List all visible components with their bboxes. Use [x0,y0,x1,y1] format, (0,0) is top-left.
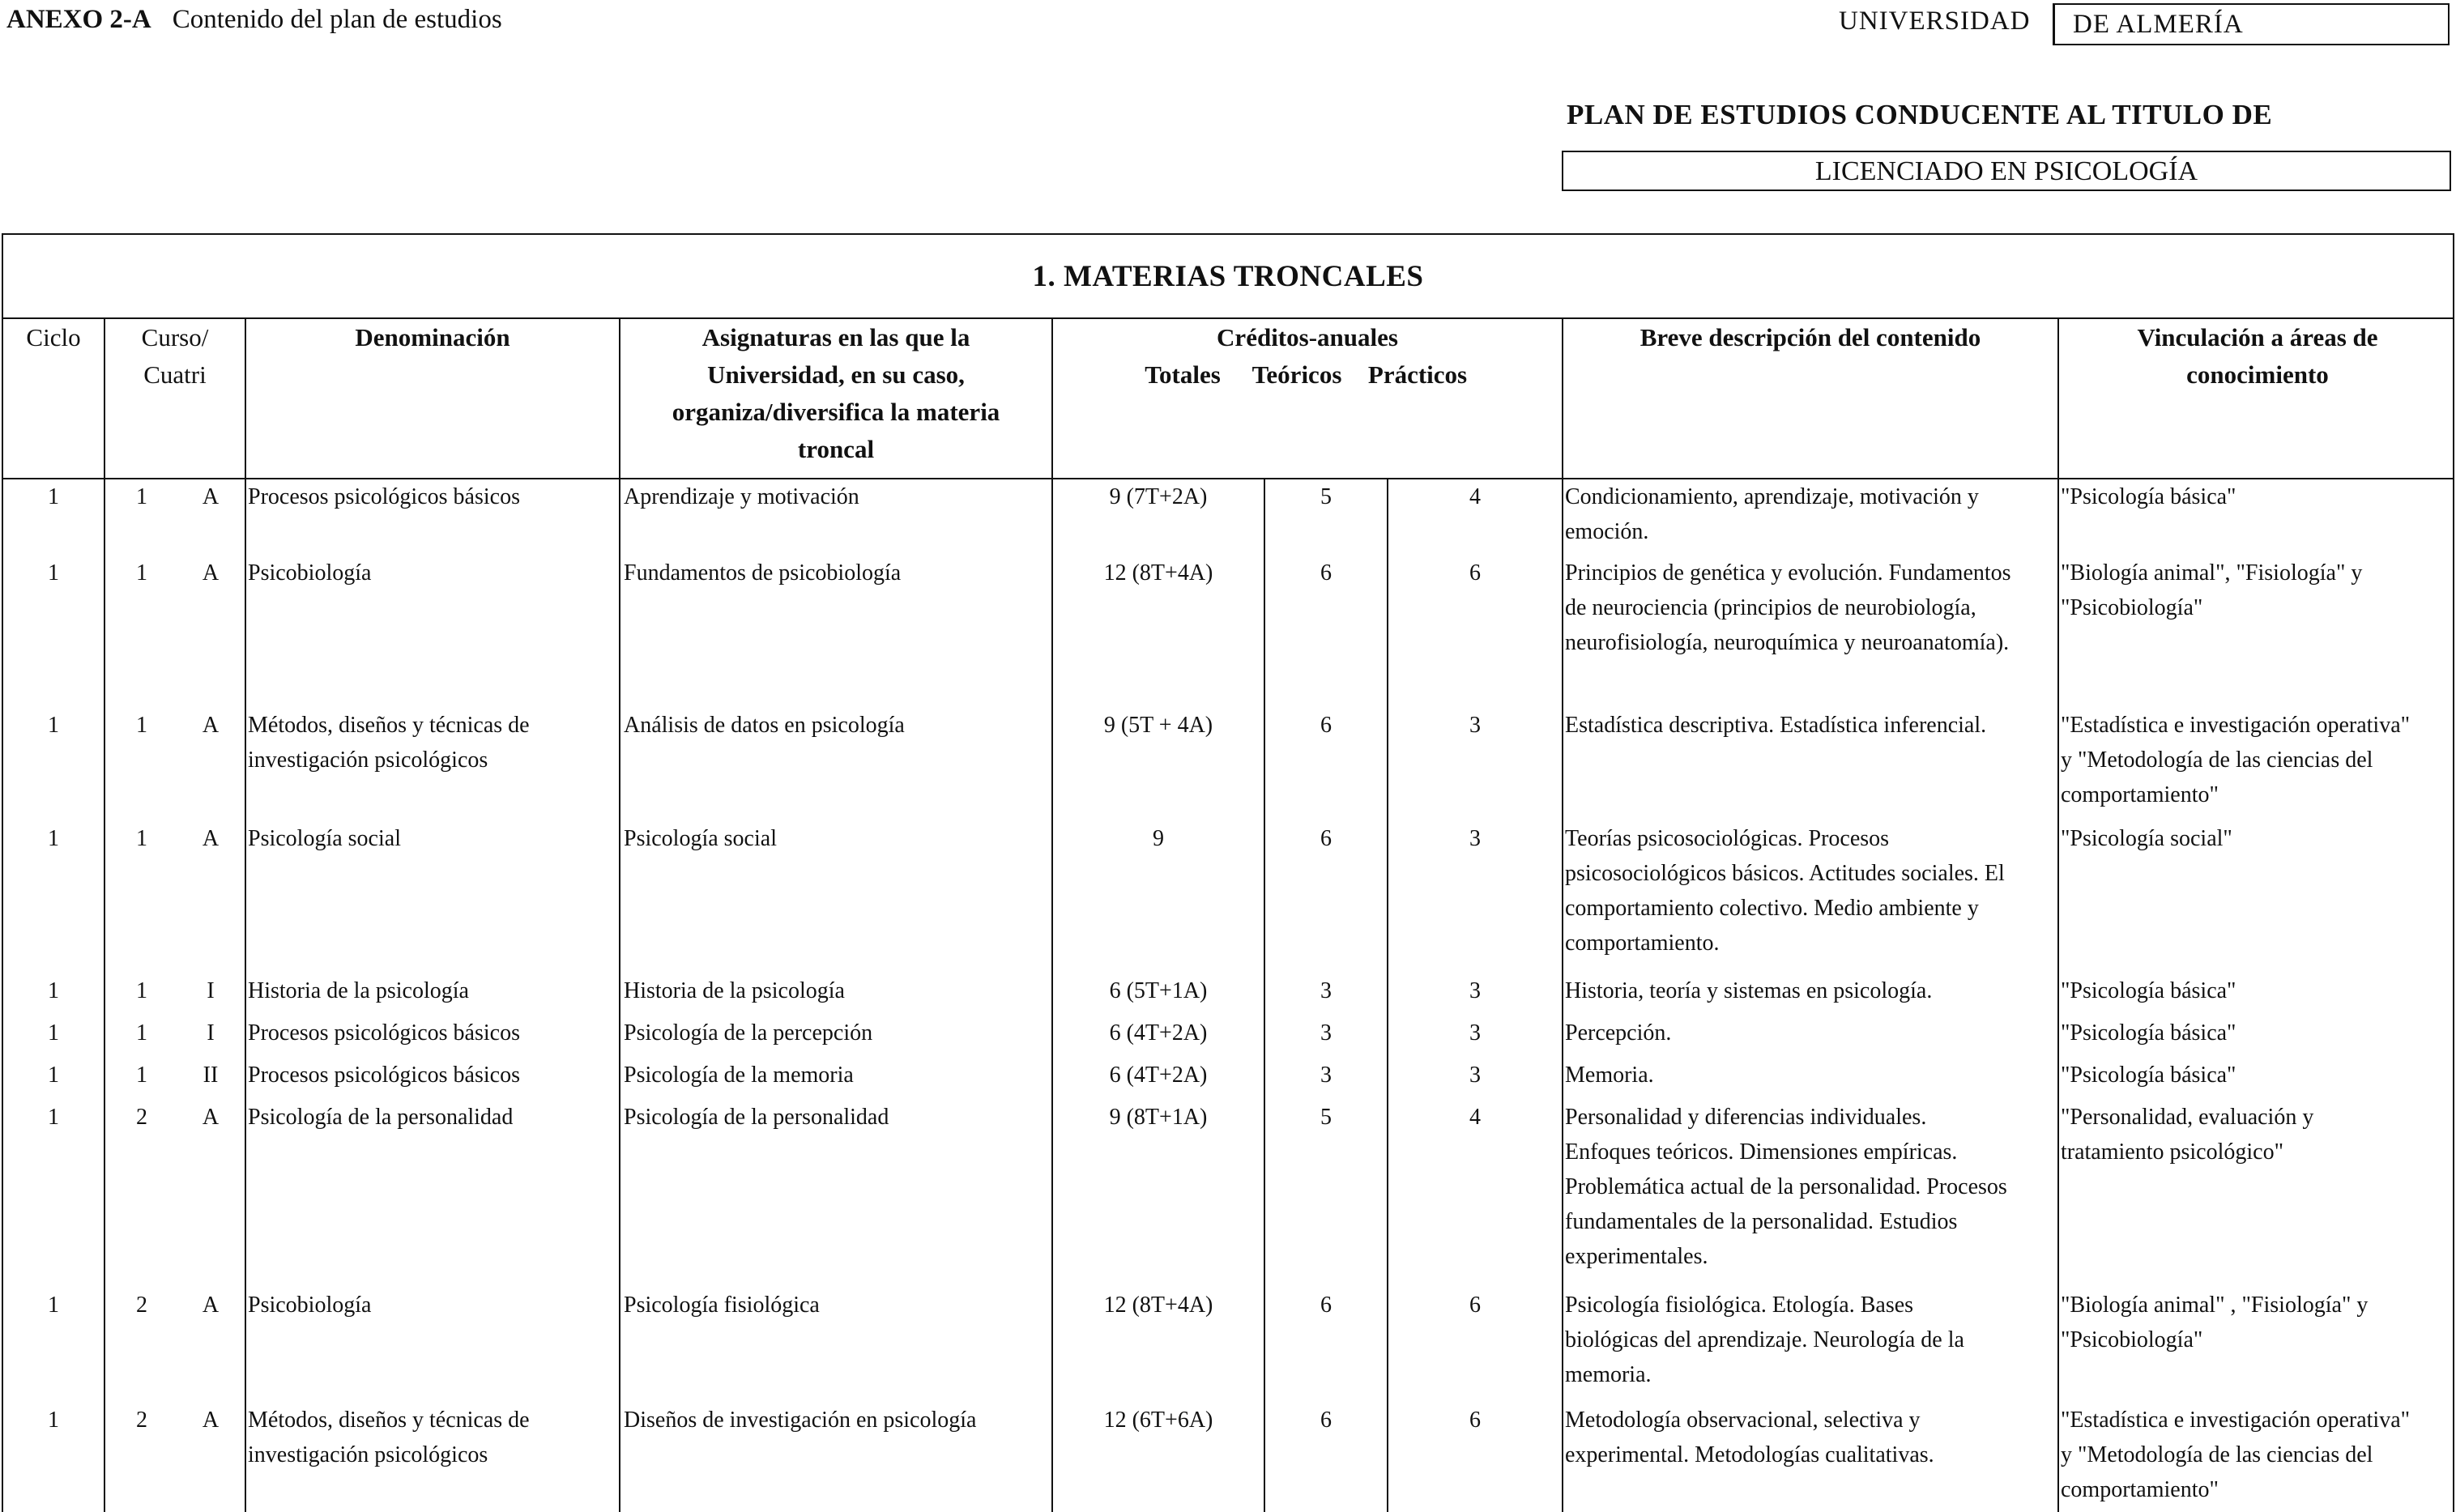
cell-curso: 1 [136,1020,147,1046]
cell-ciclo: 1 [48,713,59,738]
cell-vinculacion: "Estadística e investigación operativa" y "Metodología de las ciencias del comportamiento" [2061,713,2411,807]
cell-asignatura: Historia de la psicología [624,978,845,1003]
plan-title: PLAN DE ESTUDIOS CONDUCENTE AL TITULO DE [1567,99,2273,130]
cell-ciclo: 1 [48,1020,59,1046]
cell-practicos: 6 [1469,1408,1481,1433]
col-header-curso: Curso/ Cuatri [141,323,209,389]
cell-teoricos: 6 [1320,1408,1332,1433]
cell-cuatri: A [202,713,220,738]
cell-curso: 2 [136,1293,147,1318]
cell-totales: 9 (8T+1A) [1109,1105,1208,1130]
cell-vinculacion: "Psicología básica" [2061,1063,2236,1088]
cell-descripcion: Percepción. [1565,1020,1672,1046]
cell-cuatri: A [202,560,220,586]
cell-teoricos: 3 [1320,1063,1332,1088]
cell-asignatura: Psicología de la personalidad [624,1105,889,1130]
cell-descripcion: Estadística descriptiva. Estadística inferencial. [1565,713,1987,738]
cell-practicos: 3 [1469,1063,1481,1088]
cell-practicos: 4 [1469,484,1481,509]
cell-denominacion: Métodos, diseños y técnicas de investigación psicológicos [248,713,530,773]
cell-teoricos: 5 [1320,1105,1332,1130]
col-header-teoricos: Teóricos [1251,360,1342,389]
cell-totales: 6 (4T+2A) [1109,1020,1208,1046]
cell-practicos: 3 [1469,826,1481,851]
cell-teoricos: 5 [1320,484,1332,509]
cell-teoricos: 6 [1320,713,1332,738]
col-header-descripcion: Breve descripción del contenido [1639,323,1981,351]
annex-label: ANEXO 2-A [6,5,151,34]
cell-curso: 1 [136,1063,147,1088]
cell-denominacion: Psicobiología [248,560,372,586]
cell-vinculacion: "Psicología básica" [2061,484,2236,509]
cell-asignatura: Psicología de la percepción [624,1020,873,1046]
annex-heading [6,5,502,35]
cell-curso: 2 [136,1408,147,1433]
cell-vinculacion: "Psicología básica" [2061,978,2236,1003]
cell-teoricos: 6 [1320,560,1332,586]
cell-asignatura: Psicología de la memoria [624,1063,854,1088]
cell-practicos: 6 [1469,560,1481,586]
cell-curso: 1 [136,978,147,1003]
col-header-denominacion: Denominación [355,323,510,351]
cell-curso: 1 [136,713,147,738]
cell-practicos: 3 [1469,978,1481,1003]
col-header-practicos: Prácticos [1367,360,1468,389]
cell-practicos: 3 [1469,1020,1481,1046]
cell-cuatri: I [207,1020,215,1046]
cell-asignatura: Psicología social [624,826,777,851]
cell-ciclo: 1 [48,1293,59,1318]
cell-totales: 12 (8T+4A) [1103,1293,1213,1318]
col-line [619,317,620,1512]
cell-totales: 6 (4T+2A) [1109,1063,1208,1088]
cell-totales: 12 (6T+6A) [1103,1408,1213,1433]
cell-descripcion: Memoria. [1565,1063,1654,1088]
cell-teoricos: 6 [1320,1293,1332,1318]
cell-cuatri: A [202,484,220,509]
cell-descripcion: Historia, teoría y sistemas en psicología. [1565,978,1933,1003]
cell-totales: 9 (7T+2A) [1109,484,1208,509]
cell-vinculacion: "Psicología básica" [2061,1020,2236,1046]
cell-ciclo: 1 [48,978,59,1003]
university-name: DE ALMERÍA [2053,3,2450,45]
cell-totales: 12 (8T+4A) [1103,560,1213,586]
cell-curso: 1 [136,484,147,509]
degree-name: LICENCIADO EN PSICOLOGÍA [1562,151,2451,191]
subjects-table [2,233,2454,1512]
cell-denominacion: Métodos, diseños y técnicas de investigación psicológicos [248,1408,530,1467]
cell-vinculacion: "Biología animal", "Fisiología" y "Psicobiología" [2061,560,2363,620]
cell-ciclo: 1 [48,826,59,851]
cell-cuatri: A [202,1105,220,1130]
cell-totales: 9 [1153,826,1164,851]
col-header-vinculacion: Vinculación a áreas de conocimiento [2137,323,2378,389]
cell-denominacion: Psicobiología [248,1293,372,1318]
cell-denominacion: Procesos psicológicos básicos [248,484,520,509]
cell-teoricos: 3 [1320,1020,1332,1046]
cell-cuatri: II [203,1063,219,1088]
cell-practicos: 3 [1469,713,1481,738]
cell-cuatri: A [202,826,220,851]
cell-practicos: 6 [1469,1293,1481,1318]
cell-denominacion: Historia de la psicología [248,978,469,1003]
cell-ciclo: 1 [48,484,59,509]
cell-ciclo: 1 [48,560,59,586]
annex-title: Contenido del plan de estudios [172,5,502,34]
cell-teoricos: 6 [1320,826,1332,851]
cell-descripcion: Personalidad y diferencias individuales. Enfoques teóricos. Dimensiones empíricas. Problemática actual de la personalidad. Procesos fundamentales de la personalidad. Estudios experimentales. [1565,1105,2007,1269]
cell-curso: 2 [136,1105,147,1130]
cell-descripcion: Psicología fisiológica. Etología. Bases biológicas del aprendizaje. Neurología de la memoria. [1565,1293,1964,1387]
cell-vinculacion: "Estadística e investigación operativa" y "Metodología de las ciencias del comportamiento" [2061,1408,2411,1502]
col-line [1562,317,1563,1512]
cell-vinculacion: "Psicología social" [2061,826,2232,851]
col-line [2057,317,2059,1512]
cell-denominacion: Psicología social [248,826,401,851]
cell-cuatri: A [202,1293,220,1318]
cell-curso: 1 [136,560,147,586]
cell-totales: 9 (5T + 4A) [1103,713,1213,738]
university-label: UNIVERSIDAD [1839,6,2031,36]
cell-asignatura: Análisis de datos en psicología [624,713,905,738]
cell-denominacion: Procesos psicológicos básicos [248,1063,520,1088]
cell-denominacion: Procesos psicológicos básicos [248,1020,520,1046]
cell-asignatura: Fundamentos de psicobiología [624,560,902,586]
cell-asignatura: Aprendizaje y motivación [624,484,859,509]
cell-practicos: 4 [1469,1105,1481,1130]
cell-asignatura: Diseños de investigación en psicología [624,1408,977,1433]
col-header-ciclo: Ciclo [26,323,81,351]
col-line [245,317,246,1512]
cell-descripcion: Condicionamiento, aprendizaje, motivación y emoción. [1565,484,1979,544]
cell-totales: 6 (5T+1A) [1109,978,1208,1003]
cell-vinculacion: "Biología animal" , "Fisiología" y "Psicobiología" [2061,1293,2369,1352]
cell-denominacion: Psicología de la personalidad [248,1105,514,1130]
cell-descripcion: Principios de genética y evolución. Fundamentos de neurociencia (principios de neurobiología, neurofisiología, neuroquímica y neuroanatomía). [1565,560,2011,655]
cell-curso: 1 [136,826,147,851]
cell-ciclo: 1 [48,1063,59,1088]
col-header-asignaturas: Asignaturas en las que la Universidad, en su caso, organiza/diversifica la materia troncal [672,323,1000,463]
cell-descripcion: Teorías psicosociológicas. Procesos psicosociológicos básicos. Actitudes sociales. El comportamiento colectivo. Medio ambiente y comportamiento. [1565,826,2005,956]
cell-cuatri: A [202,1408,220,1433]
section-title: 1. MATERIAS TRONCALES [1032,260,1424,293]
cell-ciclo: 1 [48,1105,59,1130]
col-header-totales: Totales [1145,360,1221,389]
cell-vinculacion: "Personalidad, evaluación y tratamiento psicológico" [2061,1105,2314,1165]
cell-asignatura: Psicología fisiológica [624,1293,820,1318]
cell-cuatri: I [207,978,215,1003]
cell-teoricos: 3 [1320,978,1332,1003]
cell-descripcion: Metodología observacional, selectiva y experimental. Metodologías cualitativas. [1565,1408,1934,1467]
cell-ciclo: 1 [48,1408,59,1433]
col-header-creditos: Créditos-anuales [1217,323,1398,351]
